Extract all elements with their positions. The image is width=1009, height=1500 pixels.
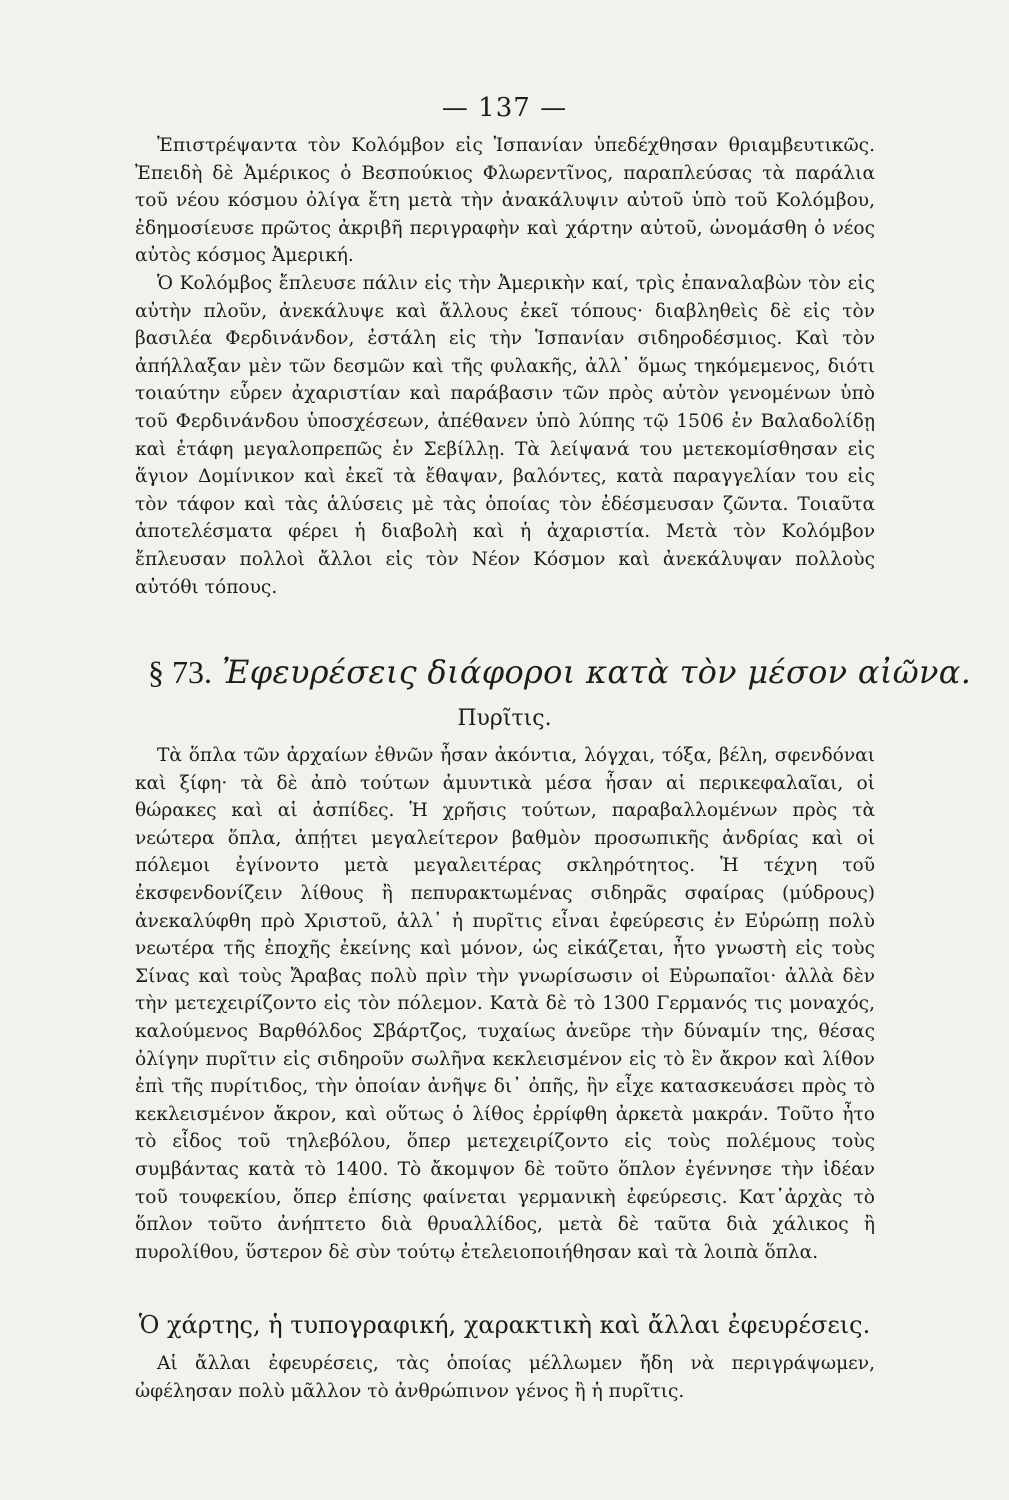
paragraph: Ἐπιστρέψαντα τὸν Κολόμβον εἰς Ἱσπανίαν ὑπεδέχθησαν θριαμβευτικῶς. Ἐπειδὴ δὲ Ἀμέρικος ὁ Βεσπούκιος Φλωρεντῖνος, παραπλεύσας τὰ παράλια τοῦ νέου κόσμου ὀλίγα ἔτη μετὰ τὴν ἀνακάλυψιν αὐτοῦ ὑπὸ τοῦ Κολόμβου, ἐδημοσίευσε πρῶτος ἀκριβῆ περιγραφὴν καὶ χάρτην αὐτοῦ, ὠνομάσθη ὁ νέος αὐτὸς κόσμος Ἀμερική.: [135, 135, 875, 267]
paragraph: Αἱ ἄλλαι ἐφευρέσεις, τὰς ὁποίας μέλλωμεν ἤδη νὰ περιγράψωμεν, ὠφέλησαν πολὺ μᾶλλον τὸ ἀνθρώπινον γένος ἢ ἡ πυρῖτις.: [135, 1353, 875, 1402]
section-heading: [148, 652, 972, 692]
subheading-inventions: Ὁ χάρτης, ἡ τυπογραφική, χαρακτικὴ καὶ ἄλλαι ἐφευρέσεις.: [138, 1311, 871, 1339]
section-title: Ἐφευρέσεις διάφοροι κατὰ τὸν μέσον αἰῶνα.: [222, 653, 972, 691]
paragraph: Τὰ ὅπλα τῶν ἀρχαίων ἐθνῶν ἦσαν ἀκόντια, λόγχαι, τόξα, βέλη, σφενδόναι καὶ ξίφη· τὰ δὲ ἀπὸ τούτων ἀμυντικὰ μέσα ἦσαν αἱ περικεφαλαῖαι, οἱ θώρακες καὶ αἱ ἀσπίδες. Ἡ χρῆσις τούτων, παραβαλλομένων πρὸς τὰ νεώτερα ὅπλα, ἀπῄτει μεγαλείτερον βαθμὸν προσωπικῆς ἀνδρίας καὶ οἱ πόλεμοι ἐγίνοντο μετὰ μεγαλειτέρας σκληρότητος. Ἡ τέχνη τοῦ ἐκσφενδονίζειν λίθους ἢ πεπυρακτωμένας σιδηρᾶς σφαίρας (μύδρους) ἀνεκαλύφθη πρὸ Χριστοῦ, ἀλλ᾽ ἡ πυρῖτις εἶναι ἐφεύρεσις ἐν Εὐρώπῃ πολὺ νεωτέρα τῆς ἐποχῆς ἐκείνης καὶ μόνον, ὡς εἰκάζεται, ἦτο γνωστὴ εἰς τοὺς Σίνας καὶ τοὺς Ἄραβας πολὺ πρὶν τὴν γνωρίσωσιν οἱ Εὐρωπαῖοι· ἀλλὰ δὲν τὴν μετεχειρίζοντο εἰς τὸν πόλεμον. Κατὰ δὲ τὸ 1300 Γερμανός τις μοναχός, καλούμενος Βαρθόλδος Σβάρτζος, τυχαίως ἀνεῦρε τὴν δύναμίν της, θέσας ὀλίγην πυρῖτιν εἰς σιδηροῦν σωλῆνα κεκλεισμένον εἰς τὸ ἓν ἄκρον καὶ λίθον ἐπὶ τῆς πυρίτιδος, τὴν ὁποίαν ἀνῆψε δι᾽ ὀπῆς, ἣν εἶχε κατασκευάσει πρὸς τὸ κεκλεισμένον ἄκρον, καὶ οὕτως ὁ λίθος ἐρρίφθη ἀρκετὰ μακράν. Τοῦτο ἦτο τὸ εἶδος τοῦ τηλεβόλου, ὅπερ μετεχειρίζοντο εἰς τοὺς πολέμους τοὺς συμβάντας κατὰ τὸ 1400. Τὸ ἄκομψον δὲ τοῦτο ὅπλον ἐγέννησε τὴν ἰδέαν τοῦ τουφεκίου, ὅπερ ἐπίσης φαίνεται γερμανικὴ ἐφεύρεσις. Κατ᾽ἀρχὰς τὸ ὅπλον τοῦτο ἀνήπτετο διὰ θρυαλλίδος, μετὰ δὲ ταῦτα διὰ χάλικος ἢ πυρολίθου, ὕστερον δὲ σὺν τούτῳ ἐτελειοποιήθησαν καὶ τὰ λοιπὰ ὅπλα.: [135, 745, 875, 1263]
text-block-gunpowder: [135, 742, 875, 1266]
paragraph: Ὁ Κολόμβος ἔπλευσε πάλιν εἰς τὴν Ἀμερικὴν καί, τρὶς ἐπαναλαβὼν τὸν εἰς αὐτὴν πλοῦν, ἀνεκάλυψε καὶ ἄλλους ἐκεῖ τόπους· διαβληθεὶς δὲ εἰς τὸν βασιλέα Φερδινάνδον, ἐστάλη εἰς τὴν Ἱσπανίαν σιδηροδέσμιος. Καὶ τὸν ἀπήλλαξαν μὲν τῶν δεσμῶν καὶ τῆς φυλακῆς, ἀλλ᾽ ὅμως τηκόμεμενος, διότι τοιαύτην εὗρεν ἀχαριστίαν καὶ παράβασιν τῶν πρὸς αὐτὸν γενομένων ὑπὸ τοῦ Φερδινάνδου ὑποσχέσεων, ἀπέθανεν ὑπὸ λύπης τῷ 1506 ἐν Βαλαδολίδῃ καὶ ἐτάφη μεγαλοπρεπῶς ἐν Σεβίλλῃ. Τὰ λείψανά του μετεκομίσθησαν εἰς ἅγιον Δομίνικον καὶ ἐκεῖ τὰ ἔθαψαν, βαλόντες, κατὰ παραγγελίαν του εἰς τὸν τάφον καὶ τὰς ἁλύσεις μὲ τὰς ὁποίας τὸν ἐδέσμευσαν ζῶντα. Τοιαῦτα ἀποτελέσματα φέρει ἡ διαβολὴ καὶ ἡ ἀχαριστία. Μετὰ τὸν Κολόμβον ἔπλευσαν πολλοὶ ἄλλοι εἰς τὸν Νέον Κόσμον καὶ ἀνεκάλυψαν πολλοὺς αὐτόθι τόπους.: [135, 272, 875, 598]
text-block-inventions: [135, 1350, 875, 1405]
subheading-gunpowder: Πυρῖτις.: [457, 706, 552, 731]
section-number: § 73.: [148, 654, 212, 690]
text-block-columbus: [135, 132, 875, 601]
page-number: — 137 —: [441, 93, 568, 123]
